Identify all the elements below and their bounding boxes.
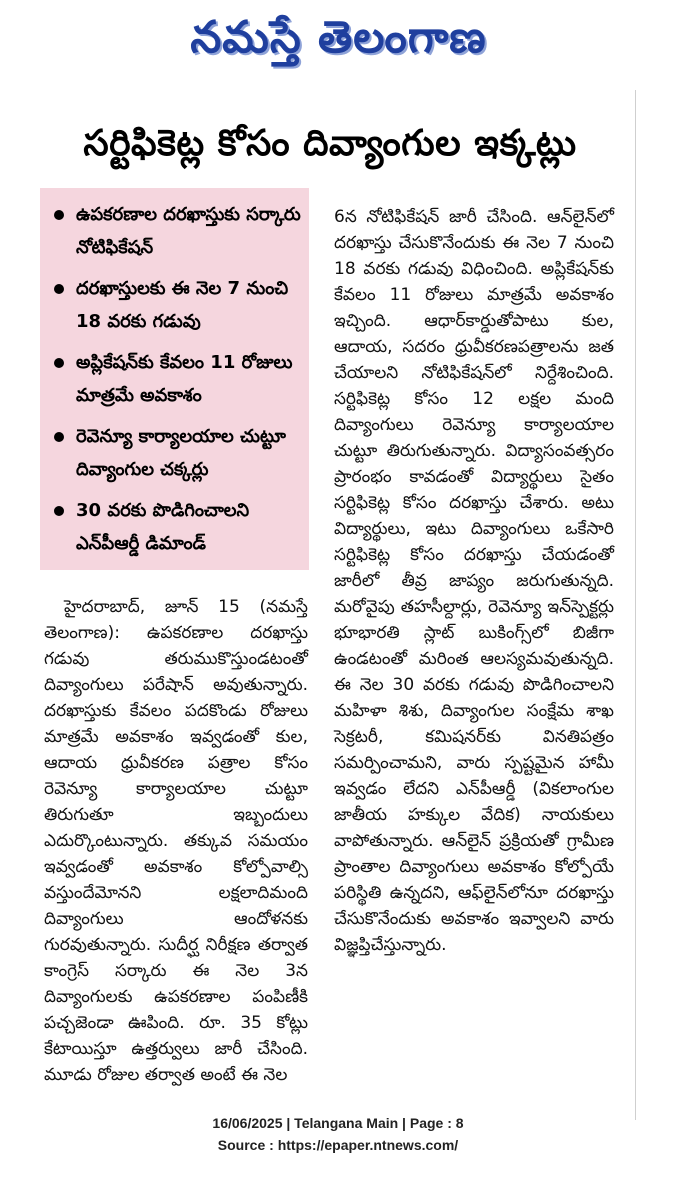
highlight-item: రెవెన్యూ కార్యాలయాల చుట్టూ దివ్యాంగుల చక్కర్లు	[50, 420, 301, 486]
article-body-left-column	[44, 594, 308, 1088]
masthead	[96, 8, 581, 78]
article-headline	[40, 118, 620, 178]
headline-text: సర్టిఫికెట్ల కోసం దివ్యాంగుల ఇక్కట్లు	[83, 123, 577, 164]
footer-date-line: 16/06/2025 | Telangana Main | Page : 8	[212, 1115, 464, 1131]
highlights-box	[40, 188, 309, 570]
highlight-item: దరఖాస్తులకు ఈ నెల 7 నుంచి 18 వరకు గడువు	[50, 272, 301, 338]
footer-source-line: Source : https://epaper.ntnews.com/	[217, 1137, 459, 1153]
column-divider	[635, 90, 636, 1120]
article-body-right-column	[334, 204, 614, 958]
highlight-item: ఉపకరణాల దరఖాస్తుకు సర్కారు నోటిఫికేషన్	[50, 198, 301, 264]
highlights-list	[40, 188, 309, 560]
highlight-item: 30 వరకు పొడిగించాలని ఎన్‌పీఆర్డీ డిమాండ్	[50, 494, 301, 560]
masthead-title: నమస్తే తెలంగాణ	[190, 12, 487, 63]
highlight-item: అప్లికేషన్‌కు కేవలం 11 రోజులు మాత్రమే అవకాశం	[50, 346, 301, 412]
source-footer	[0, 1112, 676, 1156]
body-paragraph: 6న నోటిఫికేషన్ జారీ చేసింది. ఆన్‌లైన్‌లో దరఖాస్తు చేసుకొనేందుకు ఈ నెల 7 నుంచి 18 వరకు గడువు విధించింది. అప్లికేషన్‌కు కేవలం 11 రోజులు మాత్రమే అవకాశం ఇచ్చింది. ఆధార్‌కార్డుతోపాటు కుల, ఆదాయ, సదరం ధ్రువీకరణపత్రాలను జత చేయాలని నోటిఫికేషన్‌లో నిర్దేశించింది. సర్టిఫికెట్ల కోసం 12 లక్షల మంది దివ్యాంగులు రెవెన్యూ కార్యాలయాల చుట్టూ తిరుగుతున్నారు. విద్యాసంవత్సరం ప్రారంభం కావడంతో విద్యార్థులు సైతం సర్టిఫికెట్ల కోసం దరఖాస్తు చేశారు. అటు విద్యార్థులు, ఇటు దివ్యాంగులు ఒకేసారి సర్టిఫికెట్ల కోసం దరఖాస్తు చేయడంతో జారీలో తీవ్ర జాప్యం జరుగుతున్నది. మరోవైపు తహసీల్దార్లు, రెవెన్యూ ఇన్‌స్పెక్టర్లు భూభారతి స్లాట్ బుకింగ్స్‌లో బిజీగా ఉండటంతో మరింత ఆలస్యమవుతున్నది. ఈ నెల 30 వరకు గడువు పొడిగించాలని మహిళా శిశు, దివ్యాంగుల సంక్షేమ శాఖ సెక్రటరీ, కమిషనర్‌కు వినతిపత్రం సమర్పించామని, వారు స్పష్టమైన హామీ ఇవ్వడం లేదని ఎన్‌పీఆర్డీ (వికలాంగుల జాతీయ హక్కుల వేదిక) నాయకులు వాపోతున్నారు. ఆన్‌లైన్ ప్రక్రియతో గ్రామీణ ప్రాంతాల దివ్యాంగులు అవకాశం కోల్పోయే పరిస్థితి ఉన్నదని, ఆఫ్‌లైన్‌లోనూ దరఖాస్తు చేసుకొనేందుకు అవకాశం ఇవ్వాలని వారు విజ్ఞప్తిచేస్తున్నారు.	[334, 207, 614, 955]
body-paragraph: హైదరాబాద్, జూన్ 15 (నమస్తే తెలంగాణ): ఉపకరణాల దరఖాస్తు గడువు తరుముకొస్తుండటంతో దివ్యాంగులు పరేషాన్ అవుతున్నారు. దరఖాస్తుకు కేవలం పదకొండు రోజులు మాత్రమే అవకాశం ఇవ్వడంతో కుల, ఆదాయ ధ్రువీకరణ పత్రాల కోసం రెవెన్యూ కార్యాలయాల చుట్టూ తిరుగుతూ ఇబ్బందులు ఎదుర్కొంటున్నారు. తక్కువ సమయం ఇవ్వడంతో అవకాశం కోల్పోవాల్సి వస్తుందేమోనని లక్షలాదిమంది దివ్యాంగులు ఆందోళనకు గురవుతున్నారు. సుదీర్ఘ నిరీక్షణ తర్వాత కాంగ్రెస్ సర్కారు ఈ నెల 3న దివ్యాంగులకు ఉపకరణాల పంపిణీకి పచ్చజెండా ఊపింది. రూ. 35 కోట్లు కేటాయిస్తూ ఉత్తర్వులు జారీ చేసింది. మూడు రోజుల తర్వాత అంటే ఈ నెల	[44, 597, 308, 1085]
